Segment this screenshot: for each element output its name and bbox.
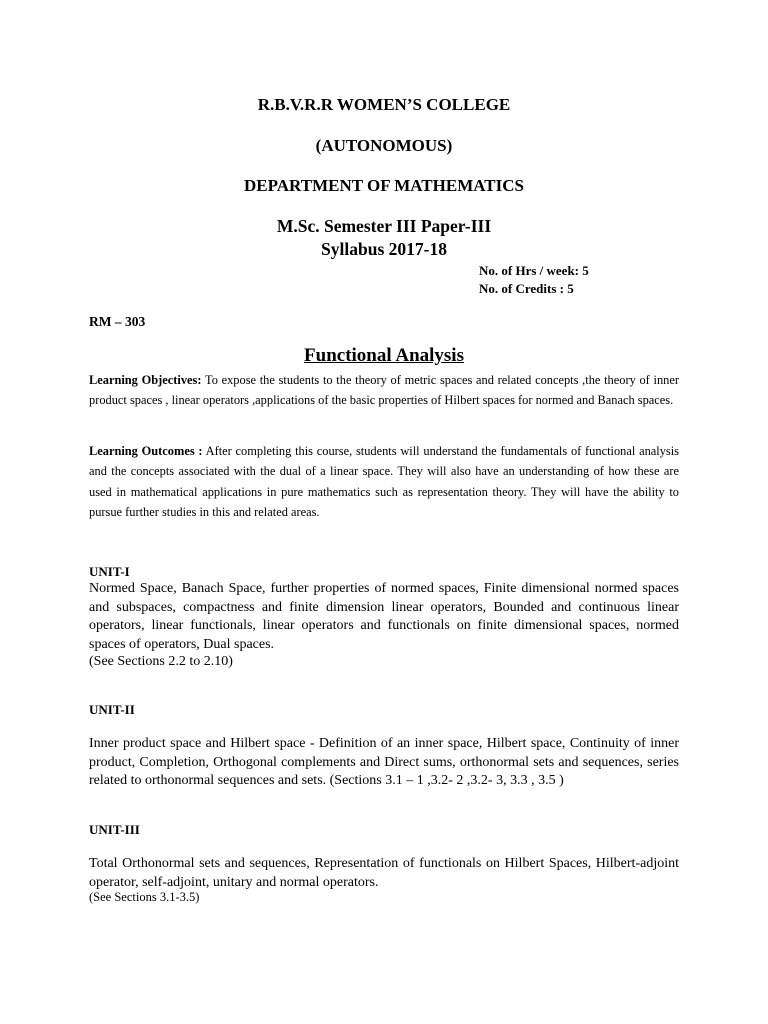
unit-1-reference: (See Sections 2.2 to 2.10) [89,654,233,669]
syllabus-year: Syllabus 2017-18 [321,239,447,259]
unit-2-title: UNIT-II [89,702,135,717]
learning-outcomes [89,441,679,522]
learning-objectives [89,370,679,411]
unit-1-title: UNIT-I [89,564,130,579]
objectives-text: To expose the students to the theory of metric spaces and related concepts ,the theory of inner product spaces , linear operators ,applications of the basic properties of Hilbert spaces for normed and Banach spaces. [89,373,679,408]
unit-1-content: Normed Space, Banach Space, further properties of normed spaces, Finite dimensional normed spaces and subspaces, compactness and finite dimension linear operators, Bounded and continuous linear operators, linear functionals, linear operators and functionals on finite dimensional spaces, normed spaces of operators, Dual spaces. [89,581,679,652]
college-name: R.B.V.R.R WOMEN’S COLLEGE [257,95,511,114]
credits: No. of Credits : 5 [479,281,574,296]
course-title: M.Sc. Semester III Paper-III [276,216,492,236]
course-code: RM – 303 [89,314,146,329]
subject-title: Functional Analysis [304,345,464,366]
unit-3-title: UNIT-III [89,822,140,837]
unit-3-reference: (See Sections 3.1-3.5) [89,890,200,904]
outcomes-label: Learning Outcomes : [89,444,203,458]
hours-per-week: No. of Hrs / week: 5 [479,263,589,278]
department-name: DEPARTMENT OF MATHEMATICS [244,176,524,195]
unit-3-content: Total Orthonormal sets and sequences, Representation of functionals on Hilbert Spaces, Hilbert-adjoint operator, self-adjoint, unitary and normal operators. [89,856,679,890]
unit-2-content: Inner product space and Hilbert space - Definition of an inner space, Hilbert space, Continuity of inner product, Completion, Orthogonal complements and Direct sums, orthonormal sets and sequences, series related to orthonormal sequences and sets. (Sections 3.1 – 1 ,3.2- 2 ,3.2- 3, 3.3 , 3.5 ) [89,736,679,788]
objectives-label: Learning Objectives: [89,373,202,387]
outcomes-text: After completing this course, students will understand the fundamentals of functional analysis and the concepts associated with the dual of a linear space. They will also have an understanding of how these are used in mathematical applications in pure mathematics such as representation theory. They will have the ability to pursue further studies in this and related areas. [89,444,679,519]
autonomous-status: (AUTONOMOUS) [315,136,453,155]
